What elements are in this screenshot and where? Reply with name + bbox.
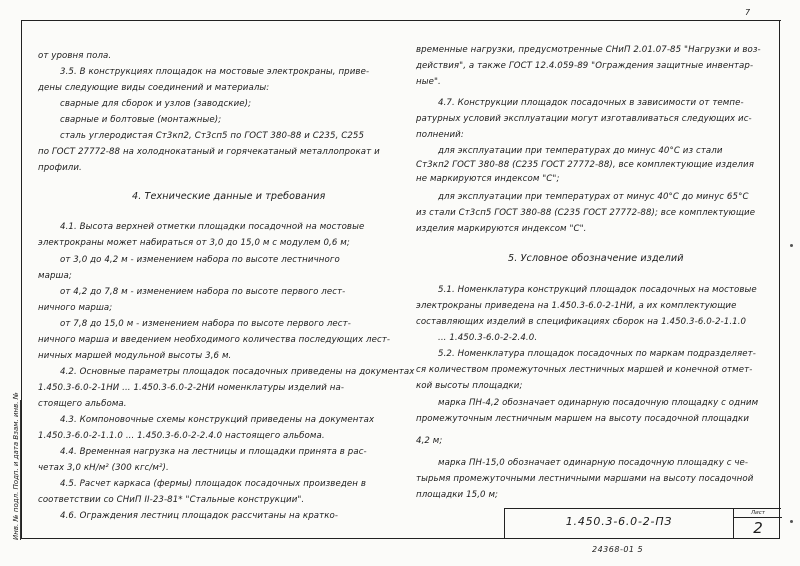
- frame-right-border: [779, 20, 780, 538]
- text-line: 4.5. Расчет каркаса (фермы) площадок посадочных произведен в: [60, 479, 366, 489]
- text-line: сварные и болтовые (монтажные);: [60, 115, 222, 125]
- text-line: ... 1.450.3-6.0-2-2.4.0.: [438, 333, 538, 343]
- text-line: действия", а также ГОСТ 12.4.059-89 "Ограждения защитные инвентар-: [416, 61, 754, 71]
- text-line: 5.2. Номенклатура площадок посадочных по маркам подразделяет-: [438, 349, 756, 359]
- text-line: 4,2 м;: [416, 436, 443, 446]
- scan-speck: [790, 244, 793, 247]
- text-line: из стали Ст3сп5 ГОСТ 380-88 (С235 ГОСТ 27772-88); все комплектующие: [416, 208, 756, 218]
- text-line: полнений:: [416, 130, 464, 140]
- frame-left-border: [21, 20, 22, 538]
- text-line: сварные для сборок и узлов (заводские);: [60, 99, 252, 109]
- title-block: [504, 508, 781, 539]
- text-line: марка ПН-4,2 обозначает одинарную посадочную площадку с одним: [438, 398, 759, 408]
- text-line: от 7,8 до 15,0 м - изменением набора по высоте первого лест-: [60, 319, 351, 329]
- text-line: кой высоты площадки;: [416, 381, 523, 391]
- text-line: ные".: [416, 77, 441, 87]
- text-line: по ГОСТ 27772-88 на холоднокатаный и горячекатаный металлопрокат и: [38, 147, 380, 157]
- text-line: 1.450.3-6.0-2-1НИ ... 1.450.3-6.0-2-2НИ номенклатуры изделий на-: [38, 383, 345, 393]
- sheet-cell: [733, 509, 782, 539]
- sheet-number: 2: [753, 519, 763, 537]
- binding-strip-text: Инв. № подл. Подп. и дата Взам. инв. №: [12, 392, 20, 540]
- text-line: 4.7. Конструкции площадок посадочных в зависимости от темпе-: [438, 98, 744, 108]
- section-heading-4: 4. Технические данные и требования: [132, 191, 326, 202]
- text-line: 3.5. В конструкциях площадок на мостовые электрокраны, приве-: [60, 67, 370, 77]
- text-line: от уровня пола.: [38, 51, 112, 61]
- text-line: ничного марша и введением необходимого количества последующих лест-: [38, 335, 391, 345]
- scan-speck: [790, 520, 793, 523]
- text-line: марка ПН-15,0 обозначает одинарную посадочную площадку с че-: [438, 458, 749, 468]
- text-line: 4.1. Высота верхней отметки площадки посадочной на мостовые: [60, 222, 365, 232]
- frame-top-border: [21, 20, 781, 21]
- text-line: дены следующие виды соединений и материалы:: [38, 83, 270, 93]
- text-line: 4.4. Временная нагрузка на лестницы и площадки принята в рас-: [60, 447, 367, 457]
- document-code: 1.450.3-6.0-2-ПЗ: [565, 515, 673, 528]
- text-line: временные нагрузки, предусмотренные СНиП 2.01.07-85 "Нагрузки и воз-: [416, 45, 761, 55]
- text-line: стоящего альбома.: [38, 399, 127, 409]
- text-line: ся количеством промежуточных лестничных маршей и конечной отмет-: [416, 365, 753, 375]
- archive-number: 24368-01 5: [592, 545, 644, 554]
- text-line: 1.450.3-6.0-2-1.1.0 ... 1.450.3-6.0-2-2.4.0 настоящего альбома.: [38, 431, 325, 441]
- text-line: 4.3. Компоновочные схемы конструкций приведены на документах: [60, 415, 375, 425]
- text-line: от 4,2 до 7,8 м - изменением набора по высоте первого лест-: [60, 287, 346, 297]
- text-line: тырьмя промежуточными лестничными маршами на высоту посадочной: [416, 474, 754, 484]
- text-line: для эксплуатации при температурах от минус 40°С до минус 65°С: [438, 192, 749, 202]
- text-line: сталь углеродистая Ст3кп2, Ст3сп5 по ГОСТ 380-88 и С235, С255: [60, 131, 365, 141]
- text-line: изделия маркируются индексом "С".: [416, 224, 587, 234]
- text-line: площадки 15,0 м;: [416, 490, 499, 500]
- text-line: профили.: [38, 163, 82, 173]
- section-heading-5: 5. Условное обозначение изделий: [508, 253, 684, 264]
- text-line: 4.6. Ограждения лестниц площадок рассчитаны на кратко-: [60, 511, 339, 521]
- text-line: не маркируются индексом "С";: [416, 174, 560, 184]
- text-line: промежуточным лестничным маршем на высоту посадочной площадки: [416, 414, 750, 424]
- text-line: для эксплуатации при температурах до минус 40°С из стали: [438, 146, 723, 156]
- text-line: ничного марша;: [38, 303, 113, 313]
- text-line: 5.1. Номенклатура конструкций площадок посадочных на мостовые: [438, 285, 757, 295]
- corner-mark: 7: [745, 8, 751, 17]
- text-line: электрокраны приведена на 1.450.3-6.0-2-1НИ, а их комплектующие: [416, 301, 737, 311]
- text-line: электрокраны может набираться от 3,0 до 15,0 м с модулем 0,6 м;: [38, 238, 350, 248]
- text-line: соответствии со СНиП II-23-81* "Стальные конструкции".: [38, 495, 305, 505]
- text-line: от 3,0 до 4,2 м - изменением набора по высоте лестничного: [60, 255, 340, 265]
- text-line: ратурных условий эксплуатации могут изготавливаться следующих ис-: [416, 114, 752, 124]
- text-line: составляющих изделий в спецификациях сборок на 1.450.3-6.0-2-1.1.0: [416, 317, 747, 327]
- sheet-label: Лист: [734, 509, 782, 518]
- text-line: ничных маршей модульной высоты 3,6 м.: [38, 351, 232, 361]
- text-line: четах 3,0 кН/м² (300 кгс/м²).: [38, 463, 169, 473]
- text-line: 4.2. Основные параметры площадок посадочных приведены на документах: [60, 367, 415, 377]
- text-line: Ст3кп2 ГОСТ 380-88 (С235 ГОСТ 27772-88), все комплектующие изделия: [416, 160, 754, 170]
- text-line: марша;: [38, 271, 72, 281]
